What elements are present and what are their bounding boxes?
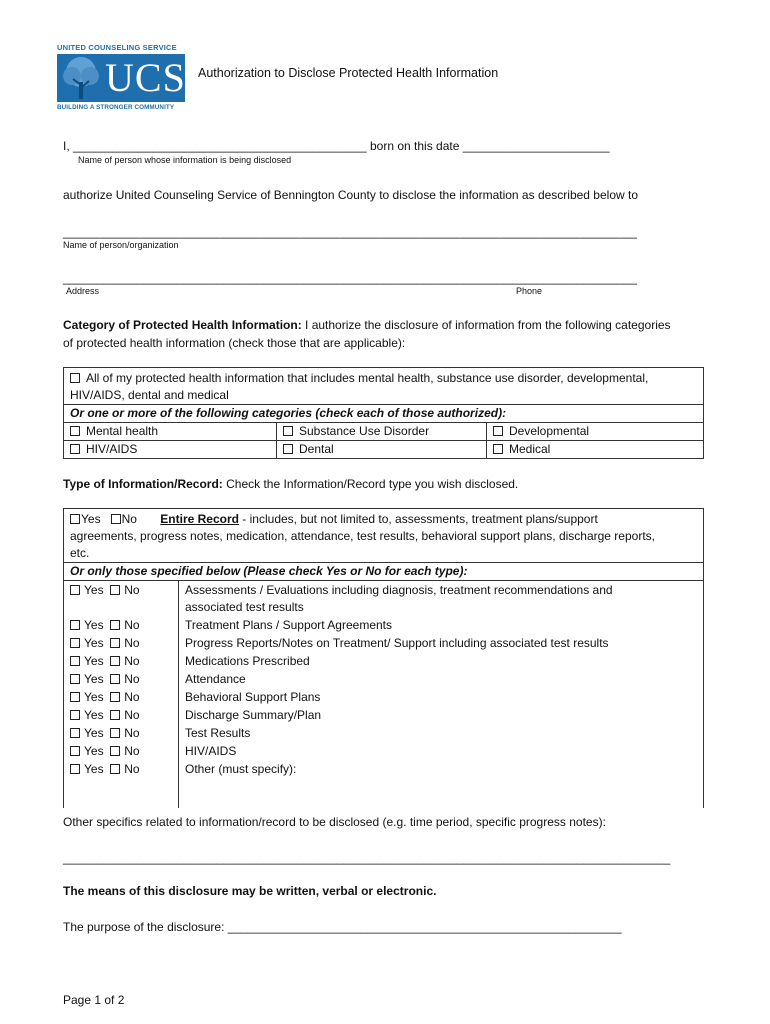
category-label: Substance Use Disorder — [299, 424, 430, 438]
record-type-label: Attendance — [185, 672, 246, 686]
yes-checkbox[interactable] — [70, 746, 80, 756]
no-checkbox[interactable] — [110, 710, 120, 720]
entire-text3: etc. — [70, 546, 90, 560]
yes-label: Yes — [84, 672, 104, 686]
category-heading — [63, 318, 671, 332]
checkbox[interactable] — [493, 444, 503, 454]
category-or-line: Or one or more of the following categories (check each of those authorized): — [70, 406, 507, 420]
category-text1: I authorize the disclosure of information from the following categories — [301, 318, 671, 332]
page-footer: Page 1 of 2 — [63, 993, 125, 1007]
yes-checkbox[interactable] — [70, 656, 80, 666]
entire-text1: - includes, but not limited to, assessments, treatment plans/support — [238, 512, 598, 526]
no-label: No — [124, 690, 140, 704]
record-type-row — [185, 653, 697, 671]
no-label: No — [124, 762, 140, 776]
yes-label: Yes — [84, 726, 104, 740]
category-label: Dental — [299, 442, 334, 456]
record-type-row — [185, 635, 697, 653]
category-label: Medical — [509, 442, 551, 456]
record-type-label: Behavioral Support Plans — [185, 690, 321, 704]
record-type-label: associated test results — [185, 600, 304, 614]
all-phi-label2: HIV/AIDS, dental and medical — [70, 388, 229, 402]
no-label: No — [124, 672, 140, 686]
category-developmental[interactable] — [487, 423, 704, 441]
recipient-caption: Name of person/organization — [63, 240, 179, 250]
yes-checkbox[interactable] — [70, 620, 80, 630]
no-checkbox[interactable] — [110, 585, 120, 595]
entire-yes-checkbox[interactable] — [70, 514, 80, 524]
address-line[interactable]: ______________________________________________________________________________________ — [63, 271, 637, 285]
yes-label: Yes — [84, 583, 104, 597]
record-type-row — [185, 671, 697, 689]
no-label: No — [124, 583, 140, 597]
category-mental-health[interactable] — [64, 423, 277, 441]
type-table — [63, 508, 704, 808]
category-medical[interactable] — [487, 441, 704, 459]
logo-mark: UCS — [105, 55, 186, 100]
category-dental[interactable] — [277, 441, 487, 459]
checkbox[interactable] — [493, 426, 503, 436]
no-checkbox[interactable] — [110, 692, 120, 702]
name-caption: Name of person whose information is being disclosed — [78, 155, 292, 165]
checkbox[interactable] — [70, 426, 80, 436]
yes-no-row — [70, 653, 172, 671]
yes-checkbox[interactable] — [70, 728, 80, 738]
category-table — [63, 367, 704, 459]
yes-checkbox[interactable] — [70, 638, 80, 648]
category-label: HIV/AIDS — [86, 442, 138, 456]
record-type-row — [185, 707, 697, 725]
no-checkbox[interactable] — [110, 674, 120, 684]
no-checkbox[interactable] — [110, 764, 120, 774]
no-label: No — [124, 744, 140, 758]
no-label: No — [124, 726, 140, 740]
record-type-label: HIV/AIDS — [185, 744, 237, 758]
yes-no-column — [64, 581, 179, 809]
all-phi-checkbox[interactable] — [70, 373, 80, 383]
recipient-line[interactable]: ______________________________________________________________________________________ — [63, 225, 637, 239]
entire-record-row — [64, 509, 704, 563]
record-type-label: Treatment Plans / Support Agreements — [185, 618, 392, 632]
yes-checkbox[interactable] — [70, 764, 80, 774]
other-specifics-line[interactable]: ___________________________________________________________________________________________ — [63, 851, 671, 865]
no-checkbox[interactable] — [110, 620, 120, 630]
record-type-row — [185, 689, 697, 707]
category-label: Developmental — [509, 424, 590, 438]
type-or-line: Or only those specified below (Please check Yes or No for each type): — [70, 564, 468, 578]
phone-caption: Phone — [516, 286, 543, 296]
record-type-row — [185, 725, 697, 743]
yes-no-row — [70, 725, 172, 743]
record-type-label: Test Results — [185, 726, 251, 740]
record-type-label: Medications Prescribed — [185, 654, 310, 668]
yes-no-row — [70, 761, 172, 779]
no-checkbox[interactable] — [110, 728, 120, 738]
record-type-label: Other (must specify): — [185, 762, 297, 776]
no-label: No — [124, 708, 140, 722]
all-phi-label1: All of my protected health information that includes mental health, substance use disorder, developmental, — [86, 371, 649, 385]
category-label: Mental health — [86, 424, 159, 438]
yes-checkbox[interactable] — [70, 585, 80, 595]
no-label: No — [121, 512, 137, 526]
yes-label: Yes — [84, 690, 104, 704]
record-type-row — [185, 582, 697, 617]
yes-label: Yes — [81, 512, 101, 526]
yes-no-row — [70, 707, 172, 725]
checkbox[interactable] — [283, 444, 293, 454]
checkbox[interactable] — [70, 444, 80, 454]
category-substance-use[interactable] — [277, 423, 487, 441]
yes-label: Yes — [84, 762, 104, 776]
address-caption: Address — [66, 286, 100, 296]
record-type-label: Discharge Summary/Plan — [185, 708, 322, 722]
record-type-row — [185, 617, 697, 635]
record-type-row — [185, 761, 697, 779]
type-heading-label: Type of Information/Record: — [63, 477, 223, 491]
purpose-line[interactable]: The purpose of the disclosure: ___________________________________________________________ — [63, 920, 622, 934]
yes-checkbox[interactable] — [70, 710, 80, 720]
yes-no-row — [70, 635, 172, 653]
record-type-row — [185, 743, 697, 761]
yes-no-row — [70, 743, 172, 761]
record-type-label: Progress Reports/Notes on Treatment/ Support including associated test results — [185, 636, 609, 650]
yes-label: Yes — [84, 618, 104, 632]
category-hiv-aids[interactable] — [64, 441, 277, 459]
logo-bottom-text: BUILDING A STRONGER COMMUNITY — [57, 104, 175, 111]
means-text: The means of this disclosure may be written, verbal or electronic. — [63, 884, 437, 898]
yes-label: Yes — [84, 636, 104, 650]
record-type-column — [179, 581, 704, 809]
record-type-label: Assessments / Evaluations including diagnosis, treatment recommendations and — [185, 583, 613, 597]
yes-no-row — [70, 617, 172, 635]
checkbox[interactable] — [283, 426, 293, 436]
yes-checkbox[interactable] — [70, 674, 80, 684]
page-title: Authorization to Disclose Protected Health Information — [198, 66, 499, 80]
category-text2: of protected health information (check those that are applicable): — [63, 336, 406, 350]
no-label: No — [124, 618, 140, 632]
entire-record-label: Entire Record — [160, 512, 239, 526]
entire-no-checkbox[interactable] — [111, 514, 121, 524]
authorize-text: authorize United Counseling Service of Bennington County to disclose the information as described below to — [63, 188, 639, 202]
no-checkbox[interactable] — [110, 656, 120, 666]
yes-no-row — [70, 671, 172, 689]
all-phi-row[interactable] — [64, 368, 704, 405]
no-label: No — [124, 636, 140, 650]
yes-checkbox[interactable] — [70, 692, 80, 702]
logo — [57, 54, 185, 102]
yes-label: Yes — [84, 654, 104, 668]
tree-icon — [59, 55, 103, 101]
no-checkbox[interactable] — [110, 746, 120, 756]
other-specifics-text: Other specifics related to information/record to be disclosed (e.g. time period, specific progress notes): — [63, 815, 606, 829]
yes-label: Yes — [84, 708, 104, 722]
category-heading-label: Category of Protected Health Information: — [63, 318, 302, 332]
name-line[interactable] — [63, 139, 610, 153]
type-text: Check the Information/Record type you wish disclosed. — [222, 477, 519, 491]
entire-text2: agreements, progress notes, medication, attendance, test results, behavioral support plans, discharge reports, — [70, 529, 655, 543]
no-label: No — [124, 654, 140, 668]
yes-no-row — [70, 689, 172, 707]
name-prefix: I, ____________________________________________ — [63, 139, 367, 153]
no-checkbox[interactable] — [110, 638, 120, 648]
dob-label: born on this date ______________________ — [370, 139, 610, 153]
yes-label: Yes — [84, 744, 104, 758]
yes-no-row — [70, 582, 172, 617]
logo-top-text: UNITED COUNSELING SERVICE — [57, 43, 177, 52]
type-heading — [63, 477, 518, 491]
